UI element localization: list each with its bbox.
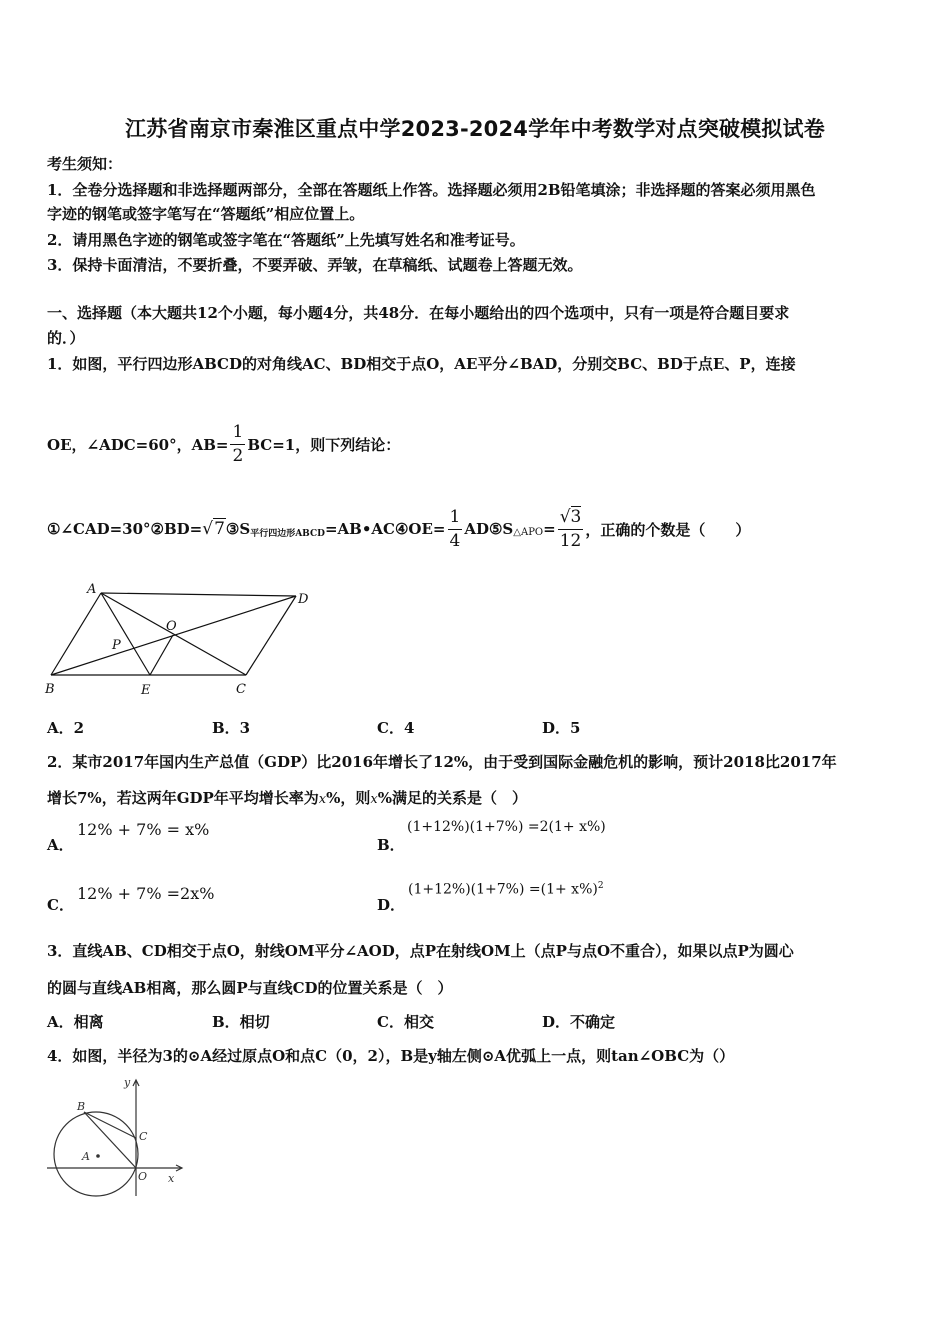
q1-cond-b: BC=1，则下列结论： [247,435,401,454]
label-b: B [45,682,55,697]
q3-option-c[interactable]: C．相交 [377,1013,434,1031]
q2-option-b-label[interactable]: B． [377,836,405,854]
q1-sqrt7-radicand: 7 [214,519,225,539]
q2-option-c-formula[interactable]: 12% + 7% =2x% [77,884,215,903]
q1-f2-den: 4 [449,530,461,551]
q1-option-d[interactable]: D．5 [542,719,581,737]
label-d: D [298,592,309,607]
q2-line-1: 2．某市2017年国内生产总值（GDP）比2016年增长了12%，由于受到国际金融危机的影响，预计2018比2017年 [47,753,837,771]
q3-option-a[interactable]: A．相离 [47,1013,104,1031]
q2-line-2a: 增长7%，若这两年GDP年平均增长率为 [47,789,319,807]
q1-option-b[interactable]: B．3 [212,719,251,737]
q2-line-2 [47,787,527,808]
q1-c5b: = [543,520,556,538]
q1-f3-radicand: 3 [570,506,582,527]
q1-cond-a: OE，∠ADC=60°，AB= [47,435,229,454]
notice-line-2: 2．请用黑色字迹的钢笔或签字笔在“答题纸”上先填写姓名和准考证号。 [47,231,525,249]
q1-frac-num: 1 [230,424,245,445]
q2-option-d-formula[interactable] [408,881,604,898]
q4-label-y: y [124,1076,131,1089]
q4-circle-figure [44,1072,189,1202]
q2-option-a-label[interactable]: A． [47,836,74,854]
q1-c5-sub: △APO [513,526,544,538]
q2-option-d-exponent: 2 [597,881,604,891]
q1-fraction-quarter [448,506,463,551]
q1-sqrt7: √7 [202,519,225,539]
q2-option-a-formula[interactable]: 12% + 7% = x% [77,820,210,839]
q1-f3-den: 12 [559,530,582,551]
q1-conclusions [47,498,750,560]
q1-stem: 1．如图，平行四边形ABCD的对角线AC、BD相交于点O，AE平分∠BAD，分别交BC、BD于点E、P，连接 [47,355,796,373]
q2-option-d-base: (1+12%)(1+7%) =(1+ x%) [408,881,598,898]
q3-line-2: 的圆与直线AB相离，那么圆P与直线CD的位置关系是（ ） [47,979,453,997]
segment-ae [101,593,150,675]
q2-var-x-2: x [370,792,378,807]
q2-var-x-1: x [318,792,327,807]
q1-tail: ，正确的个数是（ ） [585,520,751,539]
edge-ad [101,593,296,596]
q3-line-1: 3．直线AB、CD相交于点O，射线OM平分∠AOD，点P在射线OM上（点P与点O不重合），如果以点P为圆心 [47,942,794,960]
q4-label-b: B [77,1100,86,1113]
q4-label-c: C [139,1130,148,1143]
notice-line-1b: 字迹的钢笔或签字笔写在“答题纸”相应位置上。 [47,205,365,223]
q1-c3b: =AB•AC④OE= [324,520,446,538]
q4-label-a: A [82,1150,90,1163]
segment-bo [84,1112,136,1168]
segment-oe [150,635,173,675]
notice-line-1a: 1．全卷分选择题和非选择题两部分，全部在答题纸上作答。选择题必须用2B铅笔填涂；非选择题的答案必须用黑色 [47,181,816,199]
q4-label-o: O [138,1170,148,1183]
q1-fraction-sqrt3-12 [558,506,584,551]
q1-c3: ③S [225,520,251,538]
q2-option-c-label[interactable]: C． [47,896,74,914]
q1-option-a[interactable]: A．2 [47,719,85,737]
q4-stem: 4．如图，半径为3的⊙A经过原点O和点C（0，2），B是y轴左侧⊙A优弧上一点，则tan∠OBC为（） [47,1047,735,1065]
q1-option-c[interactable]: C．4 [377,719,415,737]
diagonal-bd [51,596,296,675]
q1-c3-sub: 平行四边形ABCD [250,528,325,539]
q3-option-b[interactable]: B．相切 [212,1013,270,1031]
segment-bc [84,1112,136,1138]
q2-option-b-formula[interactable]: (1+12%)(1+7%) =2(1+ x%) [407,819,606,835]
section-heading-line-2: 的．） [47,329,85,347]
q1-parallelogram-figure [40,578,320,700]
q1-fraction-half [230,421,245,466]
label-o: O [166,619,177,634]
section-heading-line-1: 一、选择题（本大题共12个小题，每小题4分，共48分．在每小题给出的四个选项中，只有一项是符合题目要求 [47,304,790,322]
q1-f3-num: √3 [558,509,584,530]
q1-condition [47,414,400,474]
q1-c5: AD⑤S [464,520,514,538]
q1-frac-den: 2 [232,445,244,466]
label-c: C [236,682,246,697]
q2-line-2c: %满足的关系是（ ） [377,789,528,807]
center-a-dot [96,1154,100,1158]
q1-f2-num: 1 [448,509,463,530]
label-p: P [112,638,121,653]
notice-heading: 考生须知： [47,155,123,173]
diagonal-ac [101,593,246,675]
q2-option-d-label[interactable]: D． [377,896,406,914]
q4-label-x: x [168,1172,175,1185]
notice-line-3: 3．保持卡面清洁，不要折叠，不要弄破、弄皱，在草稿纸、试题卷上答题无效。 [47,256,583,274]
edge-ab [51,593,101,675]
q3-option-d[interactable]: D．不确定 [542,1013,616,1031]
q1-c1: ①∠CAD=30°②BD= [47,520,203,538]
label-e: E [141,683,151,698]
edge-dc [246,596,296,675]
label-a: A [87,582,97,597]
q2-line-2b: %，则 [326,789,371,807]
page-title: 江苏省南京市秦淮区重点中学2023-2024学年中考数学对点突破模拟试卷 [125,117,825,141]
